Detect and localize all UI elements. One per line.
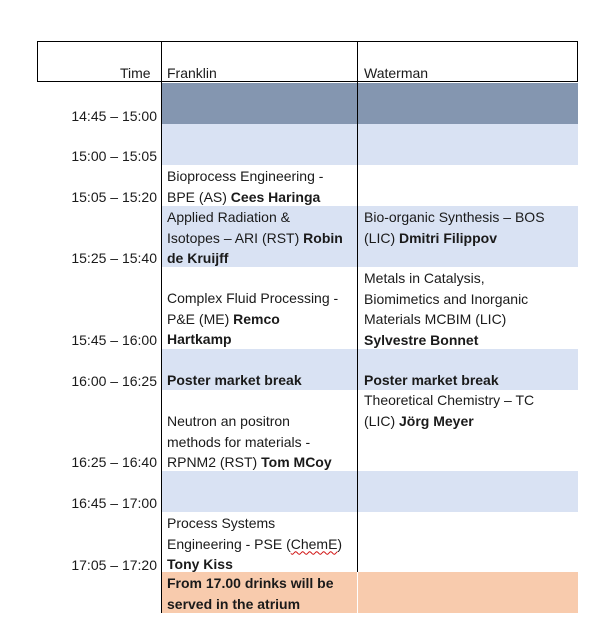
header-franklin: Franklin [167,65,217,81]
time-1545: 15:45 – 16:00 [71,332,157,348]
band-drinks-right [358,572,578,613]
header-time: Time [120,65,151,81]
franklin-bpe: Bioprocess Engineering - BPE (AS) Cees Haringa [167,168,324,205]
band-1445 [162,83,578,124]
waterman-tc: Theoretical Chemistry – TC (LIC) Jörg Meyer [364,392,535,429]
time-1500: 15:00 – 15:05 [71,148,157,164]
time-1600: 16:00 – 16:25 [71,373,157,389]
col-divider-left [161,41,162,613]
franklin-ari: Applied Radiation & Isotopes – ARI (RST) Robin de Kruijff [167,209,343,266]
franklin-pe: Complex Fluid Processing - P&E (ME) Remco Hartkamp [167,290,339,347]
col-divider-mid [357,41,358,572]
header-waterman: Waterman [364,65,429,81]
time-1705: 17:05 – 17:20 [71,557,157,573]
time-1445: 14:45 – 15:00 [71,108,157,124]
time-1645: 16:45 – 17:00 [71,495,157,511]
time-1625: 16:25 – 16:40 [71,454,157,470]
drinks-note: From 17.00 drinks will be served in the atrium [167,575,334,612]
waterman-bos: Bio-organic Synthesis – BOS (LIC) Dmitri Filippov [364,209,545,246]
time-1525: 15:25 – 15:40 [71,250,157,266]
time-1505: 15:05 – 15:20 [71,189,157,205]
waterman-poster: Poster market break [364,372,499,388]
band-1500 [162,124,578,165]
franklin-pse: Process Systems Engineering - PSE (ChemE) Tony Kiss [167,515,343,572]
table-header-row [37,41,578,82]
band-1645 [162,471,578,512]
franklin-rpnm2: Neutron an positron methods for materials - RPNM2 (RST) Tom MCoy [167,413,332,470]
waterman-mcbim: Metals in Catalysis, Biomimetics and Inorganic Materials MCBIM (LIC) Sylvestre Bonnet [364,270,529,348]
franklin-poster: Poster market break [167,372,302,388]
